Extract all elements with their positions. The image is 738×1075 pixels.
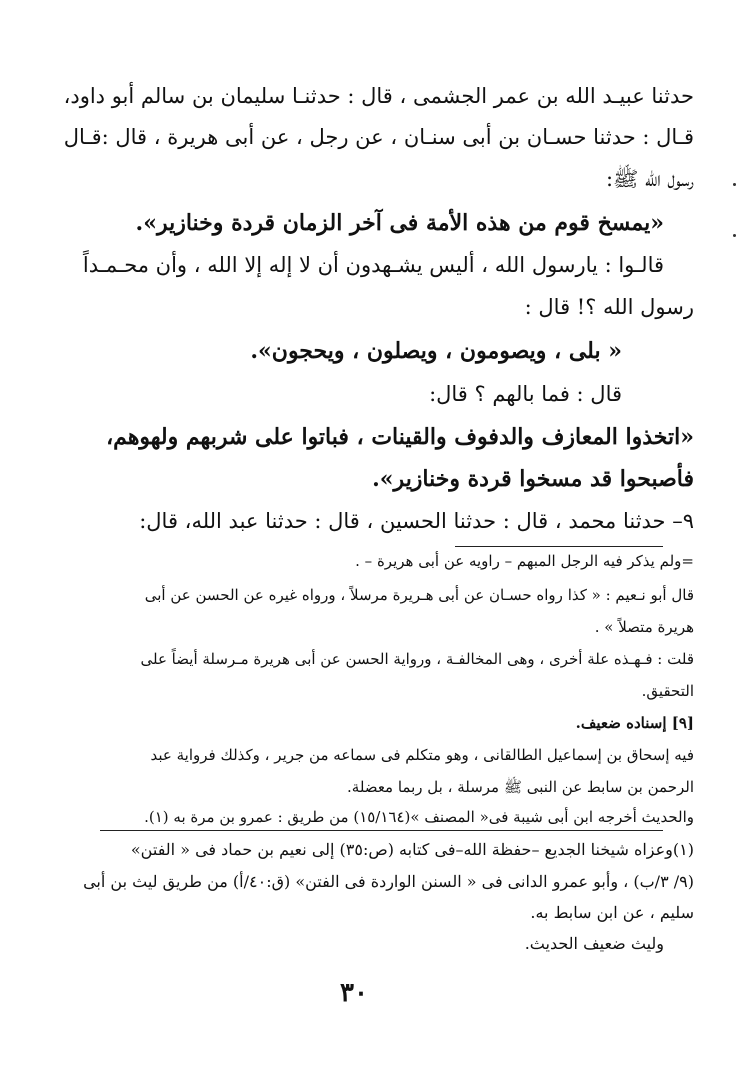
footnote-line: سليم ، عن ابن سابط به. <box>530 903 694 922</box>
note-line: قلت : فـهـذه علة أخرى ، وهى المخالفـة ، ورواية الحسن عن أبى هريرة مـرسلة أيضاً على <box>140 650 694 668</box>
footnote-line: وليث ضعيف الحديث. <box>524 934 664 953</box>
note-line: =ولم يذكر فيه الرجل المبهم – راويه عن أبى هريرة – . <box>355 552 694 570</box>
footnote-line: (١)وعزاه شيخنا الجديع –حفظة الله–فى كتابه (ص:٣٥) إلى نعيم بن حماد فى « الفتن» <box>130 840 694 859</box>
hadith-text-line: «اتخذوا المعازف والدفوف والقينات ، فباتوا على شربهم ولهوهم، <box>106 424 694 450</box>
hadith-text-line: «يمسخ قوم من هذه الأمة فى آخر الزمان قردة وخنازير». <box>135 210 664 236</box>
main-text-line: حدثنا عبيـد الله بن عمر الجشمى ، قال : حدثنـا سليمان بن سالم أبو داود، <box>63 84 694 108</box>
main-text-line: قالـوا : يارسول الله ، أليس يشـهدون أن لا إله إلا الله ، وأن محـمـداً <box>82 253 664 277</box>
page-number: ٣٠ <box>340 978 368 1008</box>
main-text-line: ٩– حدثنا محمد ، قال : حدثنا الحسين ، قال : حدثنا عبد الله، قال: <box>139 509 694 533</box>
scan-edge-mark <box>733 234 736 237</box>
footnote-separator <box>100 830 663 831</box>
hadith-text-line: فأصبحوا قد مسخوا قردة وخنازير». <box>372 466 694 492</box>
main-text-line: رسول الله ﷺ: <box>605 167 694 191</box>
note-line: التحقيق. <box>641 682 694 700</box>
note-line: قال أبو نـعيم : « كذا رواه حسـان عن أبى هـريرة مرسلاً ، ورواه غيره عن الحسن عن أبى <box>144 586 694 604</box>
note-line: الرحمن بن سابط عن النبى ﷺ مرسلة ، بل ربما معضلة. <box>347 778 694 796</box>
footnote-line: (٩/ ٣/ب) ، وأبو عمرو الدانى فى « السنن الواردة فى الفتن» (ق:٤٠/أ) من طريق ليث بن أبى <box>83 872 694 891</box>
notes-separator <box>455 546 663 547</box>
note-line: فيه إسحاق بن إسماعيل الطالقانى ، وهو متكلم فى سماعه من جرير ، وكذلك فرواية عبد <box>150 746 694 764</box>
note-heading: [٩] إسناده ضعيف. <box>575 714 694 732</box>
main-text-line: قـال : حدثنا حسـان بن أبى سنـان ، عن رجل ، عن أبى هريرة ، قال :قـال <box>63 125 694 149</box>
main-text-line: رسول الله ؟! قال : <box>524 295 694 319</box>
note-line: هريرة متصلاً » . <box>594 618 694 636</box>
main-text-line: قال : فما بالهم ؟ قال: <box>429 382 622 406</box>
scan-edge-mark <box>733 183 736 186</box>
note-line: والحديث أخرجه ابن أبى شيبة فى« المصنف »(١٥/١٦٤) من طريق : عمرو بن مرة به (١). <box>144 808 694 826</box>
hadith-text-line: « بلى ، ويصومون ، ويصلون ، ويحجون». <box>250 338 622 364</box>
